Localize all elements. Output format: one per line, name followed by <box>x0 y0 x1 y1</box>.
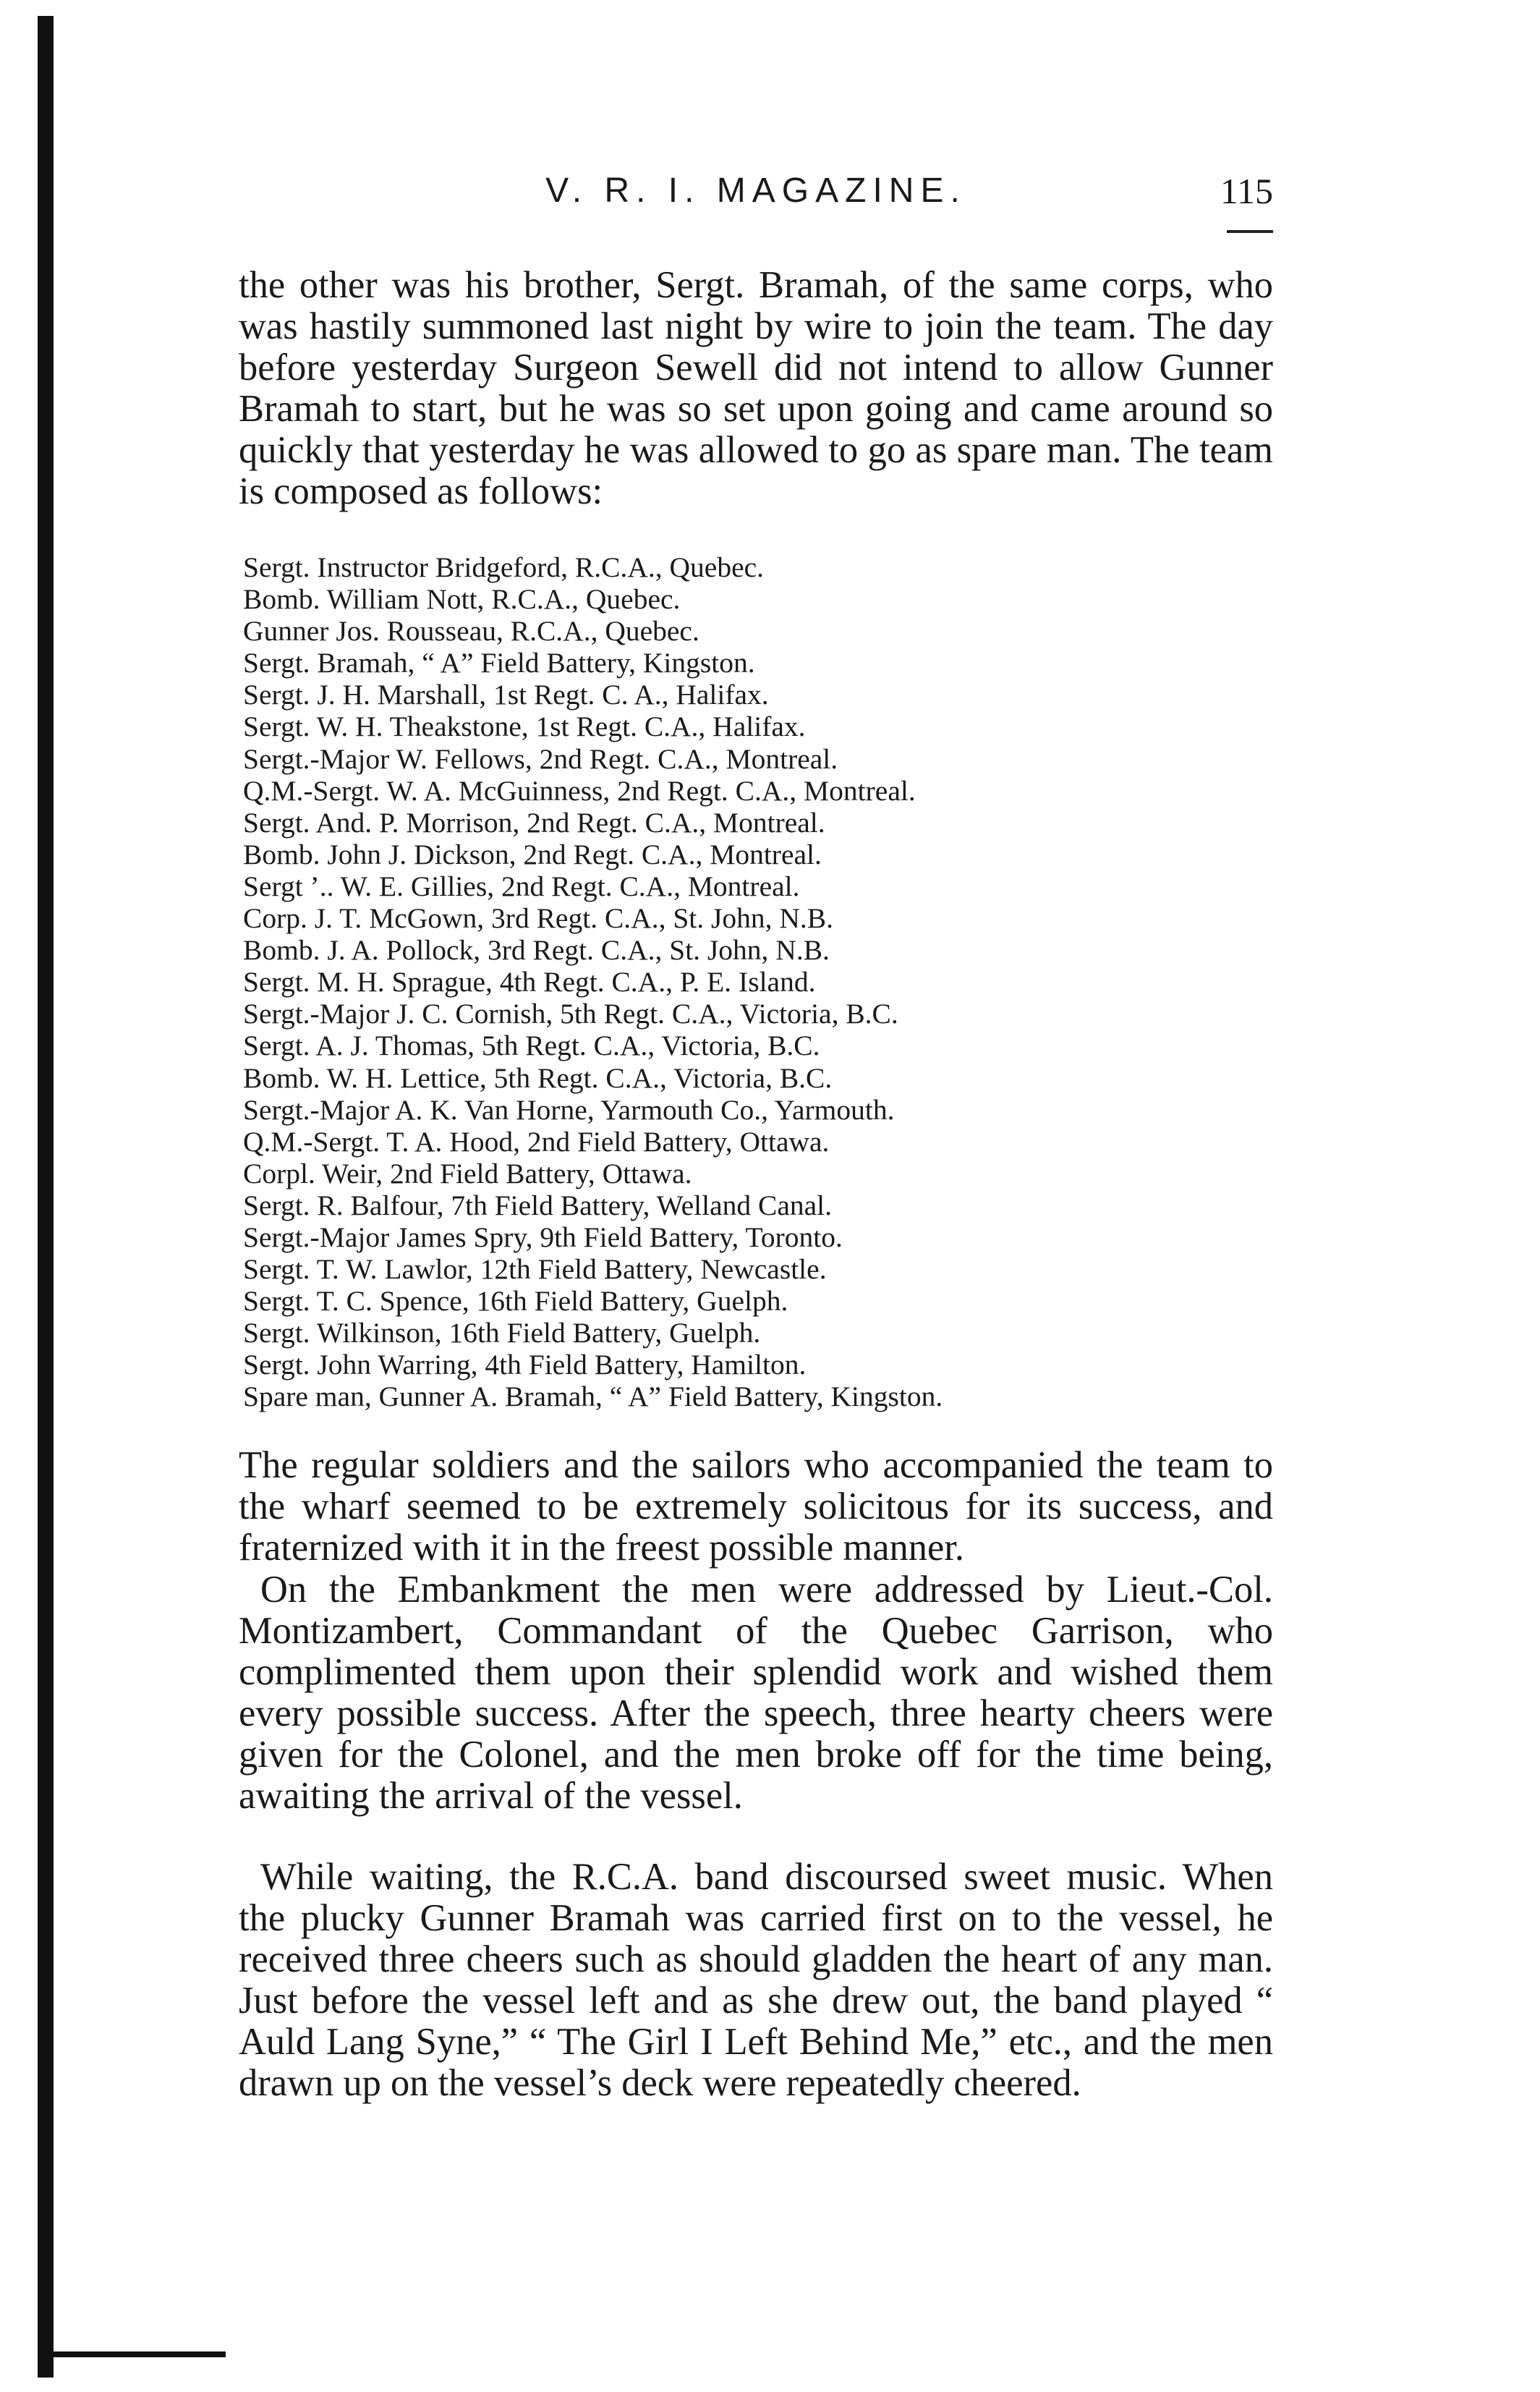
team-member: Bomb. William Nott, R.C.A., Quebec. <box>243 583 681 616</box>
team-roster <box>243 551 1292 1413</box>
team-member: Sergt. M. H. Sprague, 4th Regt. C.A., P. E. Island. <box>243 966 816 998</box>
team-member: Sergt. Wilkinson, 16th Field Battery, Guelph. <box>243 1317 761 1349</box>
team-member: Spare man, Gunner A. Bramah, “ A” Field Battery, Kingston. <box>243 1381 943 1413</box>
running-head <box>239 168 1273 226</box>
team-member: Bomb. W. H. Lettice, 5th Regt. C.A., Victoria, B.C. <box>243 1061 833 1094</box>
team-member: Sergt. W. H. Theakstone, 1st Regt. C.A., Halifax. <box>243 711 806 743</box>
team-member: Sergt. R. Balfour, 7th Field Battery, Welland Canal. <box>243 1189 833 1221</box>
team-member: Sergt ’.. W. E. Gillies, 2nd Regt. C.A., Montreal. <box>243 870 800 902</box>
team-member: Corp. J. T. McGown, 3rd Regt. C.A., St. John, N.B. <box>243 902 833 935</box>
binding-edge-foot <box>38 2351 226 2357</box>
team-member: Sergt.-Major J. C. Cornish, 5th Regt. C.A., Victoria, B.C. <box>243 998 898 1030</box>
team-member: Sergt.-Major James Spry, 9th Field Battery, Toronto. <box>243 1221 843 1253</box>
team-member: Q.M.-Sergt. W. A. McGuinness, 2nd Regt. C.A., Montreal. <box>243 774 916 807</box>
team-member: Sergt. Bramah, “ A” Field Battery, Kingston. <box>243 647 755 679</box>
embankment-paragraph: On the Embankment the men were addressed by Lieut.-Col. Montizambert, Commandant of the Quebec Garrison, who complimented them upon their splendid work and wished them every possible success. After the speech, three hearty cheers were given for the Colonel, and the men broke off for the time being, awaiting the arrival of the vessel. <box>239 1569 1273 1817</box>
team-member: Sergt.-Major W. Fellows, 2nd Regt. C.A., Montreal. <box>243 742 838 775</box>
team-member: Sergt. John Warring, 4th Field Battery, Hamilton. <box>243 1349 807 1381</box>
page-number: 115 <box>1220 171 1273 211</box>
team-member: Sergt. T. W. Lawlor, 12th Field Battery, Newcastle. <box>243 1253 827 1286</box>
header-rule <box>1227 230 1273 233</box>
soldiers-paragraph: The regular soldiers and the sailors who accompanied the team to the wharf seemed to be extremely solicitous for its success, and fraternized with it in the freest possible manner. <box>239 1444 1273 1569</box>
team-member: Sergt. Instructor Bridgeford, R.C.A., Quebec. <box>243 551 765 583</box>
team-member: Gunner Jos. Rousseau, R.C.A., Quebec. <box>243 615 699 648</box>
waiting-paragraph: While waiting, the R.C.A. band discoursed sweet music. When the plucky Gunner Bramah was carried first on to the vessel, he received three cheers such as should gladden the heart of any man. Just before the vessel left and as she drew out, the band played “ Auld Lang Syne,” “ The Girl I Left Behind Me,” etc., and the men drawn up on the vessel’s deck were repeatedly cheered. <box>239 1856 1273 2104</box>
team-member: Sergt. T. C. Spence, 16th Field Battery, Guelph. <box>243 1285 788 1318</box>
team-member: Sergt. J. H. Marshall, 1st Regt. C. A., Halifax. <box>243 679 769 711</box>
team-member: Sergt.-Major A. K. Van Horne, Yarmouth Co., Yarmouth. <box>243 1093 895 1126</box>
binding-edge <box>38 16 54 2378</box>
team-member: Sergt. A. J. Thomas, 5th Regt. C.A., Victoria, B.C. <box>243 1030 820 1062</box>
team-member: Q.M.-Sergt. T. A. Hood, 2nd Field Battery, Ottawa. <box>243 1125 830 1158</box>
team-member: Corpl. Weir, 2nd Field Battery, Ottawa. <box>243 1157 692 1189</box>
magazine-title: V. R. I. MAGAZINE. <box>545 171 966 210</box>
team-member: Bomb. John J. Dickson, 2nd Regt. C.A., Montreal. <box>243 838 822 870</box>
intro-paragraph: the other was his brother, Sergt. Bramah, of the same corps, who was hastily summoned last night by wire to join the team. The day before yesterday Surgeon Sewell did not intend to allow Gunner Bramah to start, but he was so set upon going and came around so quickly that yesterday he was allowed to go as spare man. The team is composed as follows: <box>239 264 1273 512</box>
team-member: Sergt. And. P. Morrison, 2nd Regt. C.A., Montreal. <box>243 806 825 839</box>
team-member: Bomb. J. A. Pollock, 3rd Regt. C.A., St. John, N.B. <box>243 934 830 967</box>
